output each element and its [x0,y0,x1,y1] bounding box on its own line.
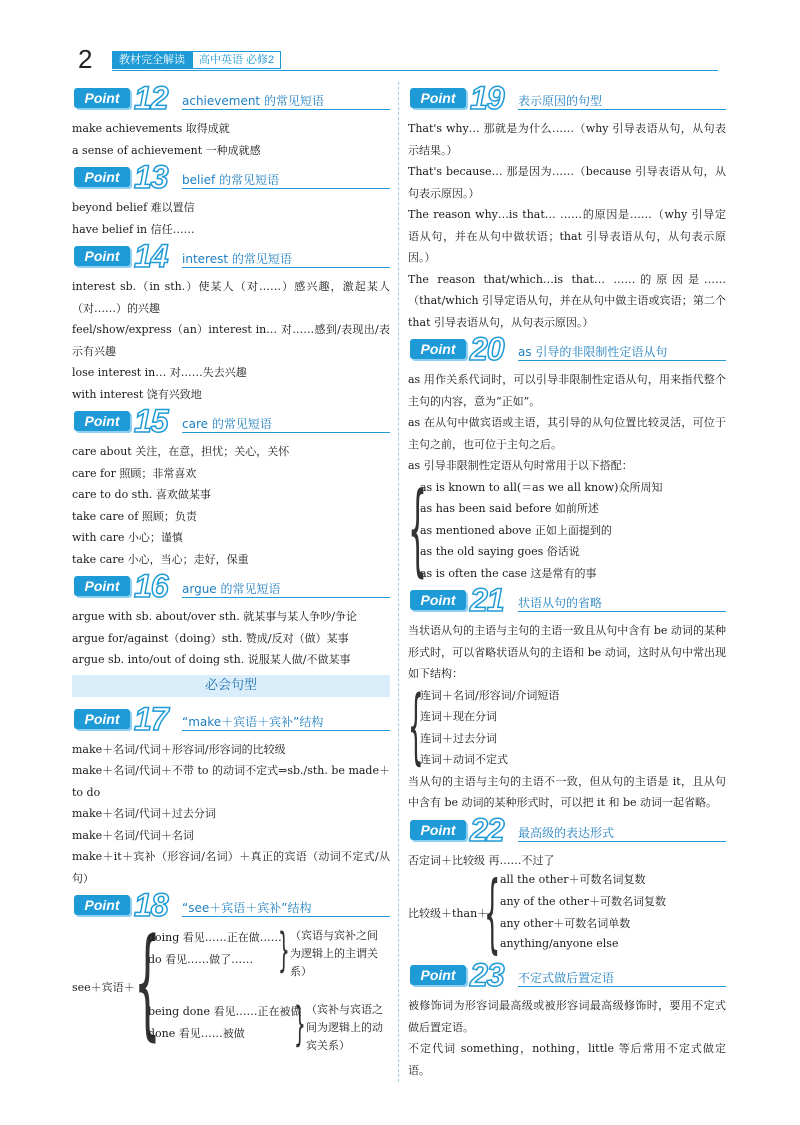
point-number: 13 [134,159,168,195]
point-badge: Point [410,88,466,108]
phrase-line: interest sb.（in sth.）使某人（对……）感兴趣，激起某人（对……）的兴趣 [72,280,390,315]
list-brace: { [408,469,428,587]
point-title: argue 的常见短语 [182,582,281,596]
list-item: anything/anyone else [500,937,619,950]
list-item: any of the other＋可数名词复数 [500,895,666,908]
book-title: 教材完全解读 [112,51,192,69]
phrase-line: argue sb. into/out of doing sth. 说服某人做/不做某事 [72,653,351,666]
phrase-line: argue for/against（doing）sth. 赞成/反对（做）某事 [72,631,349,645]
pattern-line: That's why… 那就是为什么……（why 引导表语从句，从句表示结果。） [408,122,726,157]
point-badge: Point [74,246,130,266]
active-item: do 看见……做了…… [148,953,254,966]
left-column [72,82,390,1051]
point-badge: Point [74,709,130,729]
pattern-line: The reason why…is that… ……的原因是……（why 引导定语从句，并在从句中做状语；that 引导表语从句，从句表示原因。） [408,208,726,264]
list-item: as is known to all(＝as we all know)众所周知 [420,480,663,494]
point-heading-21 [408,582,726,618]
active-note: （宾语与宾补之间为逻辑上的主谓关系） [290,929,378,978]
point-number: 15 [134,403,168,439]
page-header [78,44,718,74]
point-heading-17 [72,700,390,737]
point-title: achievement 的常见短语 [182,94,324,108]
phrase-line: argue with sb. about/over sth. 就某事与某人争吵/争论 [72,610,357,623]
title-rule [518,360,726,361]
column-divider [398,82,399,1082]
title-rule [182,432,390,433]
phrase-line: have belief in 信任…… [72,222,195,236]
point-number: 19 [470,80,504,116]
point-heading-18 [72,887,390,923]
course-title: 高中英语 必修2 [192,51,281,69]
point-badge: Point [74,411,130,431]
point-badge: Point [74,895,130,915]
list-brace: { [484,863,501,963]
list-item: 连词＋现在分词 [420,710,497,723]
section-title: 必会句型 [72,675,390,697]
right-column [408,82,726,1081]
point-badge: Point [410,590,466,610]
point-number: 16 [134,568,168,604]
list-item: as the old saying goes 俗话说 [420,545,580,558]
point-number: 17 [134,700,168,737]
phrase-line: lose interest in… 对……失去兴趣 [72,366,247,379]
body-line: as 引导非限制性定语从句时常用于以下搭配： [408,459,633,472]
ellipsis-structures [408,678,726,774]
point-badge: Point [410,339,466,359]
title-rule [182,188,390,189]
point-badge: Point [74,88,130,108]
point-title: “make＋宾语＋宾补”结构 [182,714,324,729]
see-lead: see＋宾语＋ [72,981,135,994]
point-number: 18 [134,887,168,923]
pattern-line: make＋名词/代词＋不带 to 的动词不定式⇒sb./sth. be made＋to do [72,764,390,799]
point-title: belief 的常见短语 [182,173,280,187]
pattern-line: The reason that/which…is that… ……的原因是……（that/which 引导定语从句，并在从句中做主语或宾语；第二个 that 引导表语从句，从句表示原因。） [408,272,726,329]
pattern-line: make＋名词/代词＋名词 [72,828,194,842]
pattern-line: make＋it＋宾补（形容词/名词）＋真正的宾语（动词不定式/从句） [72,850,390,885]
point-badge: Point [410,965,466,985]
body-line: 当从句的主语与主句的主语不一致，但从句的主语是 it，且从句中含有 be 动词的某种形式时，可以把 it 和 be 动词一起省略。 [408,774,726,809]
point-heading-22 [408,811,726,848]
title-rule [518,109,726,110]
point-title: “see＋宾语＋宾补”结构 [182,901,312,915]
list-item: as mentioned above 正如上面提到的 [420,523,612,537]
phrase-line: care about 关注，在意，担忧；关心，关怀 [72,445,290,458]
phrase-line: a sense of achievement 一种成就感 [72,143,261,157]
point-heading-20 [408,331,726,367]
phrase-line: beyond belief 难以置信 [72,201,195,214]
outer-brace: { [134,914,161,1053]
point-heading-13 [72,159,390,195]
point-badge: Point [410,820,466,840]
point-title: care 的常见短语 [182,417,272,431]
title-rule [182,109,390,110]
point-heading-23 [408,957,726,993]
body-line: 当状语从句的主语与主句的主语一致且从句中含有 be 动词的某种形式时，可以省略状语从句的主语和 be 动词，这时从句中常出现如下结构： [408,624,726,680]
body-line: 不定代词 something，nothing，little 等后常用不定式做定语。 [408,1042,726,1077]
than-structure [408,863,726,963]
phrase-line: care to do sth. 喜欢做某事 [72,488,211,501]
group-brace: } [294,997,306,1051]
phrase-line: make achievements 取得成就 [72,122,230,135]
list-item: as is often the case 这是常有的事 [420,566,597,580]
pattern-line: 否定词＋比较级 再……不过了 [408,853,555,867]
passive-note: （宾补与宾语之间为逻辑上的动宾关系） [306,1003,383,1052]
see-structure [72,914,390,1053]
pattern-line: make＋名词/代词＋过去分词 [72,807,216,820]
point-badge: Point [74,167,130,187]
phrase-line: take care 小心，当心；走好，保重 [72,552,249,566]
active-item: doing 看见……正在做…… [148,931,282,944]
point-number: 12 [134,80,168,116]
title-rule [182,597,390,598]
phrase-line: care for 照顾；非常喜欢 [72,466,197,480]
point-title: 最高级的表达形式 [518,825,615,840]
phrase-line: take care of 照顾；负责 [72,509,197,523]
body-line: 被修饰词为形容词最高级或被形容词最高级修饰时，要用不定式做后置定语。 [408,999,726,1034]
point-number: 22 [470,811,504,848]
point-number: 20 [470,331,504,367]
list-brace: { [408,678,424,774]
point-number: 14 [134,238,168,274]
passive-item: being done 看见……正在被做 [148,1005,302,1018]
point-number: 21 [470,582,504,618]
body-line: as 用作关系代词时，可以引导非限制性定语从句，用来指代整个主句的内容，意为“正如”。 [408,373,726,408]
list-item: 连词＋动词不定式 [420,753,508,766]
title-rule [182,267,390,268]
title-rule [518,841,726,842]
point-title: 不定式做后置定语 [518,971,615,985]
pattern-line: That's because… 那是因为……（because 引导表语从句，从句表示原因。） [408,165,726,200]
passive-item: done 看见……被做 [148,1027,245,1040]
title-rule [182,730,390,731]
phrase-line: feel/show/express（an）interest in… 对……感到/表现出/表示有兴趣 [72,323,390,358]
point-heading-14 [72,238,390,274]
header-rule [112,70,718,71]
point-heading-16 [72,568,390,604]
point-heading-15 [72,403,390,439]
pattern-line: make＋名词/代词＋形容词/形容词的比较级 [72,742,286,756]
point-title: as 引导的非限制性定语从句 [518,345,668,359]
list-item: 连词＋过去分词 [420,731,497,745]
list-item: as has been said before 如前所述 [420,502,599,515]
as-collocations [408,469,726,587]
page-number: 2 [78,44,93,74]
group-brace: } [278,923,290,977]
phrase-line: with interest 饶有兴致地 [72,387,202,401]
phrase-line: with care 小心；谨慎 [72,531,183,544]
body-line: as 在从句中做宾语或主语，其引导的从句位置比较灵活，可位于主句之前，也可位于主句之后。 [408,416,726,451]
list-item: any other＋可数名词单数 [500,917,631,930]
than-lead: 比较级＋than＋ [408,907,489,920]
point-title: 状语从句的省略 [518,596,603,610]
list-item: 连词＋名词/形容词/介词短语 [420,688,560,702]
book-tag [112,51,281,69]
point-heading-12 [72,80,390,116]
point-badge: Point [74,576,130,596]
title-rule [518,611,726,612]
title-rule [518,986,726,987]
list-item: all the other＋可数名词复数 [500,873,646,886]
point-title: interest 的常见短语 [182,252,292,266]
point-number: 23 [470,957,504,993]
title-rule [182,916,390,917]
point-heading-19 [408,80,726,116]
point-title: 表示原因的句型 [518,94,603,108]
